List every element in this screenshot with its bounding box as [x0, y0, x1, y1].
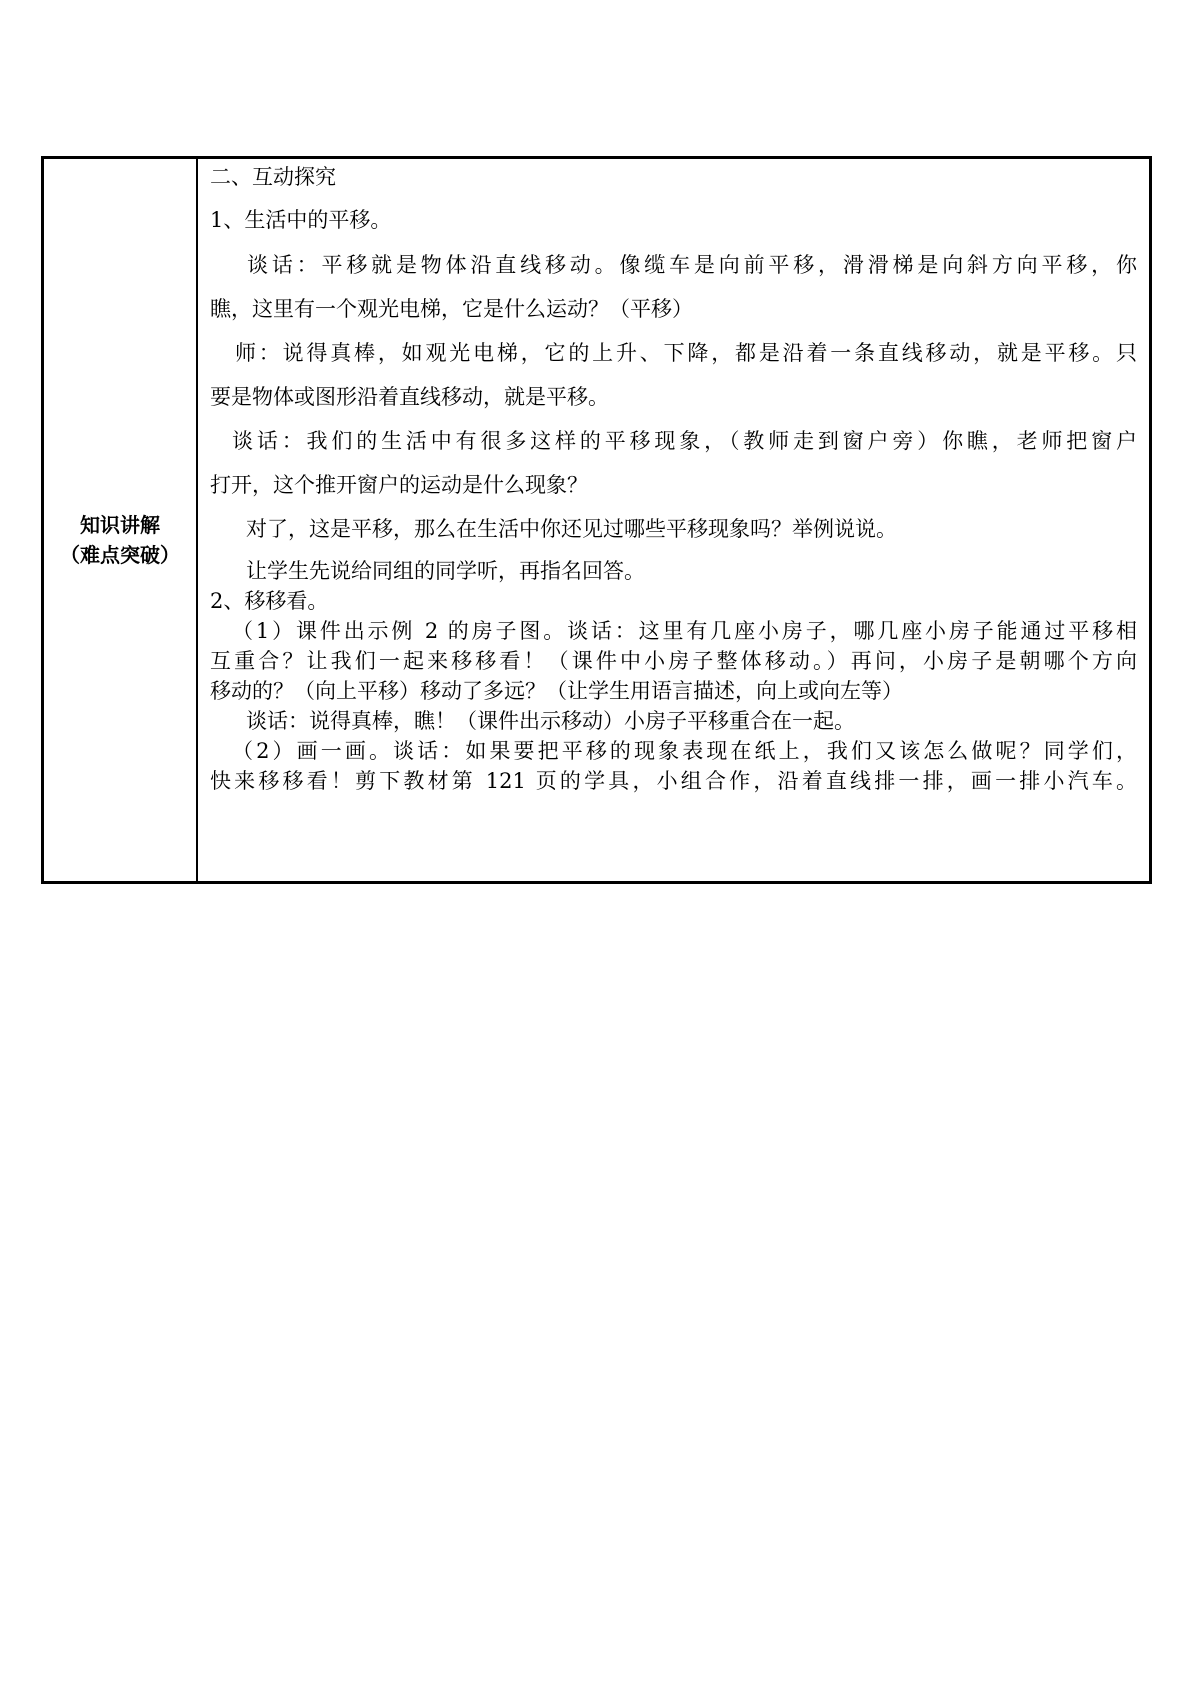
- section-label-line2: （难点突破）: [60, 543, 180, 567]
- paragraph-line: 要是物体或图形沿着直线移动，就是平移。: [210, 385, 609, 409]
- heading-interactive-inquiry: 二、互动探究: [210, 165, 336, 189]
- subheading-move-and-see: 2、移移看。: [210, 589, 329, 613]
- paragraph-line: 谈话：我们的生活中有很多这样的平移现象，（教师走到窗户旁）你瞧，老师把窗户: [232, 429, 1137, 453]
- paragraph-line: （1）课件出示例 2 的房子图。谈话：这里有几座小房子，哪几座小房子能通过平移相: [232, 619, 1137, 643]
- paragraph-line: 快来移移看！剪下教材第 121 页的学具，小组合作，沿着直线排一排，画一排小汽车。: [210, 769, 1137, 793]
- paragraph-line: 打开，这个推开窗户的运动是什么现象？: [210, 473, 588, 497]
- paragraph-line: 谈话：平移就是物体沿直线移动。像缆车是向前平移，滑滑梯是向斜方向平移，你: [247, 253, 1137, 277]
- paragraph-line: 让学生先说给同组的同学听，再指名回答。: [246, 559, 645, 583]
- subheading-translation-in-life: 1、生活中的平移。: [210, 208, 392, 232]
- paragraph-line: 对了，这是平移，那么在生活中你还见过哪些平移现象吗？举例说说。: [246, 517, 897, 541]
- paragraph-line: 互重合？让我们一起来移移看！（课件中小房子整体移动。）再问，小房子是朝哪个方向: [210, 649, 1137, 673]
- paragraph-line: 移动的？（向上平移）移动了多远？（让学生用语言描述，向上或向左等）: [210, 679, 903, 703]
- content-cell: [198, 159, 1149, 881]
- paragraph-line: 师：说得真棒，如观光电梯，它的上升、下降，都是沿着一条直线移动，就是平移。只: [235, 341, 1137, 365]
- section-label-cell: [44, 159, 198, 881]
- paragraph-line: （2）画一画。谈话：如果要把平移的现象表现在纸上，我们又该怎么做呢？同学们，: [232, 739, 1137, 763]
- section-label-line1: 知识讲解: [80, 513, 160, 537]
- paragraph-line: 瞧，这里有一个观光电梯，它是什么运动？（平移）: [210, 297, 693, 321]
- paragraph-line: 谈话：说得真棒，瞧！（课件出示移动）小房子平移重合在一起。: [246, 709, 855, 733]
- lesson-table: [41, 156, 1152, 884]
